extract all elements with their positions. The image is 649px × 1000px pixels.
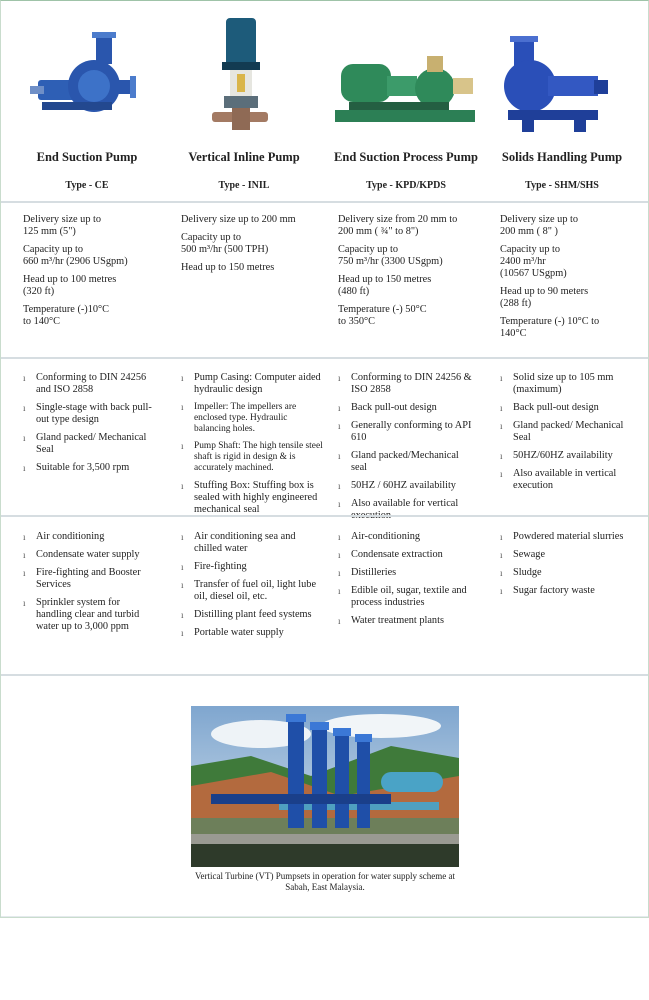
list-item: ı Also available in vertical execution xyxy=(499,468,629,492)
list-item: ı Sprinkler system for handling clear and turbid water up to 3,000 ppm xyxy=(22,597,152,633)
spec-delivery: Delivery size from 20 mm to 200 mm ( ¾" to 8") xyxy=(338,214,458,237)
column-3-type: Type - KPD/KPDS xyxy=(366,180,446,191)
list-item: ı Generally conforming to API 610 xyxy=(337,420,477,444)
list-item: ı Pump Casing: Computer aided hydraulic design xyxy=(180,372,326,396)
list-item: ı Stuffing Box: Stuffing box is sealed with highly engineered mechanical seal xyxy=(180,480,326,516)
column-4-features xyxy=(499,372,629,498)
spec-head: Head up to 100 metres (320 ft) xyxy=(23,274,117,297)
spec-capacity: Capacity up to 750 m³/hr (3300 USgpm) xyxy=(338,244,443,267)
spec-delivery: Delivery size up to 200 mm xyxy=(181,214,296,225)
column-1-applications xyxy=(22,531,152,639)
list-item: ı Impeller: The impellers are enclosed type. Hydraulic balancing holes. xyxy=(180,402,326,435)
spec-capacity: Capacity up to 2400 m³/hr (10567 USgpm) xyxy=(500,244,567,279)
list-item: ı Condensate water supply xyxy=(22,549,152,561)
list-item: ı Single-stage with back pull-out type design xyxy=(22,402,162,426)
end-suction-pump-icon xyxy=(30,30,140,130)
list-item: ı Air-conditioning xyxy=(337,531,477,543)
list-item: ı Sugar factory waste xyxy=(499,585,629,597)
list-item: ı Conforming to DIN 24256 and ISO 2858 xyxy=(22,372,162,396)
list-item: ı 50HZ / 60HZ availability xyxy=(337,480,477,492)
list-item: ı Solid size up to 105 mm (maximum) xyxy=(499,372,629,396)
column-3-features xyxy=(337,372,477,528)
list-item: ı Transfer of fuel oil, light lube oil, diesel oil, etc. xyxy=(180,579,326,603)
spec-delivery: Delivery size up to 200 mm ( 8" ) xyxy=(500,214,579,237)
column-2-type: Type - INIL xyxy=(218,180,270,191)
spec-temperature: Temperature (-)10°C to 140°C xyxy=(23,304,110,327)
list-item: ı Distilling plant feed systems xyxy=(180,609,326,621)
spec-delivery: Delivery size up to 125 mm (5") xyxy=(23,214,102,237)
list-item: ı Condensate extraction xyxy=(337,549,477,561)
list-item: ı Gland packed/ Mechanical Seal xyxy=(22,432,162,456)
list-item: ı Fire-fighting xyxy=(180,561,326,573)
column-3-specs xyxy=(338,214,488,334)
column-1-title: End Suction Pump xyxy=(36,150,138,164)
section-divider xyxy=(1,201,648,203)
list-item: ı Distilleries xyxy=(337,567,477,579)
vertical-turbine-pumpset-photo xyxy=(191,706,459,867)
list-item: ı Back pull-out design xyxy=(337,402,477,414)
spec-head: Head up to 90 meters (288 ft) xyxy=(500,286,589,309)
list-item: ı Pump Shaft: The high tensile steel shaft is rigid in design & is accurately machined. xyxy=(180,441,326,474)
list-item: ı Air conditioning xyxy=(22,531,152,543)
column-3-applications xyxy=(337,531,477,633)
list-item: ı Air conditioning sea and chilled water xyxy=(180,531,326,555)
list-item: ı Sludge xyxy=(499,567,629,579)
list-item: ı Conforming to DIN 24256 & ISO 2858 xyxy=(337,372,477,396)
column-4-title: Solids Handling Pump xyxy=(501,150,623,164)
vertical-inline-pump-icon xyxy=(212,16,268,134)
column-3-title: End Suction Process Pump xyxy=(334,150,478,164)
photo-caption: Vertical Turbine (VT) Pumpsets in operation for water supply scheme at Sabah, East Malaysia. xyxy=(195,871,455,892)
page-bottom-divider xyxy=(1,916,648,917)
column-2-title: Vertical Inline Pump xyxy=(188,150,300,164)
list-item: ı Gland packed/ Mechanical Seal xyxy=(499,420,629,444)
column-4-specs xyxy=(500,214,649,346)
list-item: ı Sewage xyxy=(499,549,629,561)
list-item: ı Also available for vertical xyxy=(337,498,477,522)
spec-head: Head up to 150 metres xyxy=(181,262,275,273)
column-2-features xyxy=(180,372,326,522)
column-1-specs xyxy=(23,214,173,334)
column-2-specs xyxy=(181,214,331,280)
list-item: ı Back pull-out design xyxy=(499,402,629,414)
list-item: ı Gland packed/Mechanical seal xyxy=(337,450,477,474)
section-divider xyxy=(1,515,648,517)
spec-capacity: Capacity up to 500 m³/hr (500 TPH) xyxy=(181,232,269,255)
column-2-applications xyxy=(180,531,326,645)
section-divider xyxy=(1,357,648,359)
list-item: ı Portable water supply xyxy=(180,627,326,639)
spec-temperature: Temperature (-) 50°C to 350°C xyxy=(338,304,427,327)
spec-capacity: Capacity up to 660 m³/hr (2906 USgpm) xyxy=(23,244,128,267)
solids-handling-pump-icon xyxy=(498,34,610,134)
section-divider xyxy=(1,674,648,676)
list-item: ı Water treatment plants xyxy=(337,615,477,627)
column-1-features xyxy=(22,372,162,480)
list-item: ı Edible oil, sugar, textile and process industries xyxy=(337,585,477,609)
list-item: ı Suitable for 3,500 rpm xyxy=(22,462,162,474)
list-item: ı 50HZ/60HZ availability xyxy=(499,450,629,462)
list-item: ı Powdered material slurries xyxy=(499,531,629,543)
column-4-type: Type - SHM/SHS xyxy=(525,180,599,191)
process-pump-icon xyxy=(335,48,481,134)
spec-temperature: Temperature (-) 10°C to 140°C xyxy=(500,316,600,339)
list-item: ı Fire-fighting and Booster Services xyxy=(22,567,152,591)
spec-head: Head up to 150 metres (480 ft) xyxy=(338,274,432,297)
column-4-applications xyxy=(499,531,629,603)
column-1-type: Type - CE xyxy=(65,180,109,191)
